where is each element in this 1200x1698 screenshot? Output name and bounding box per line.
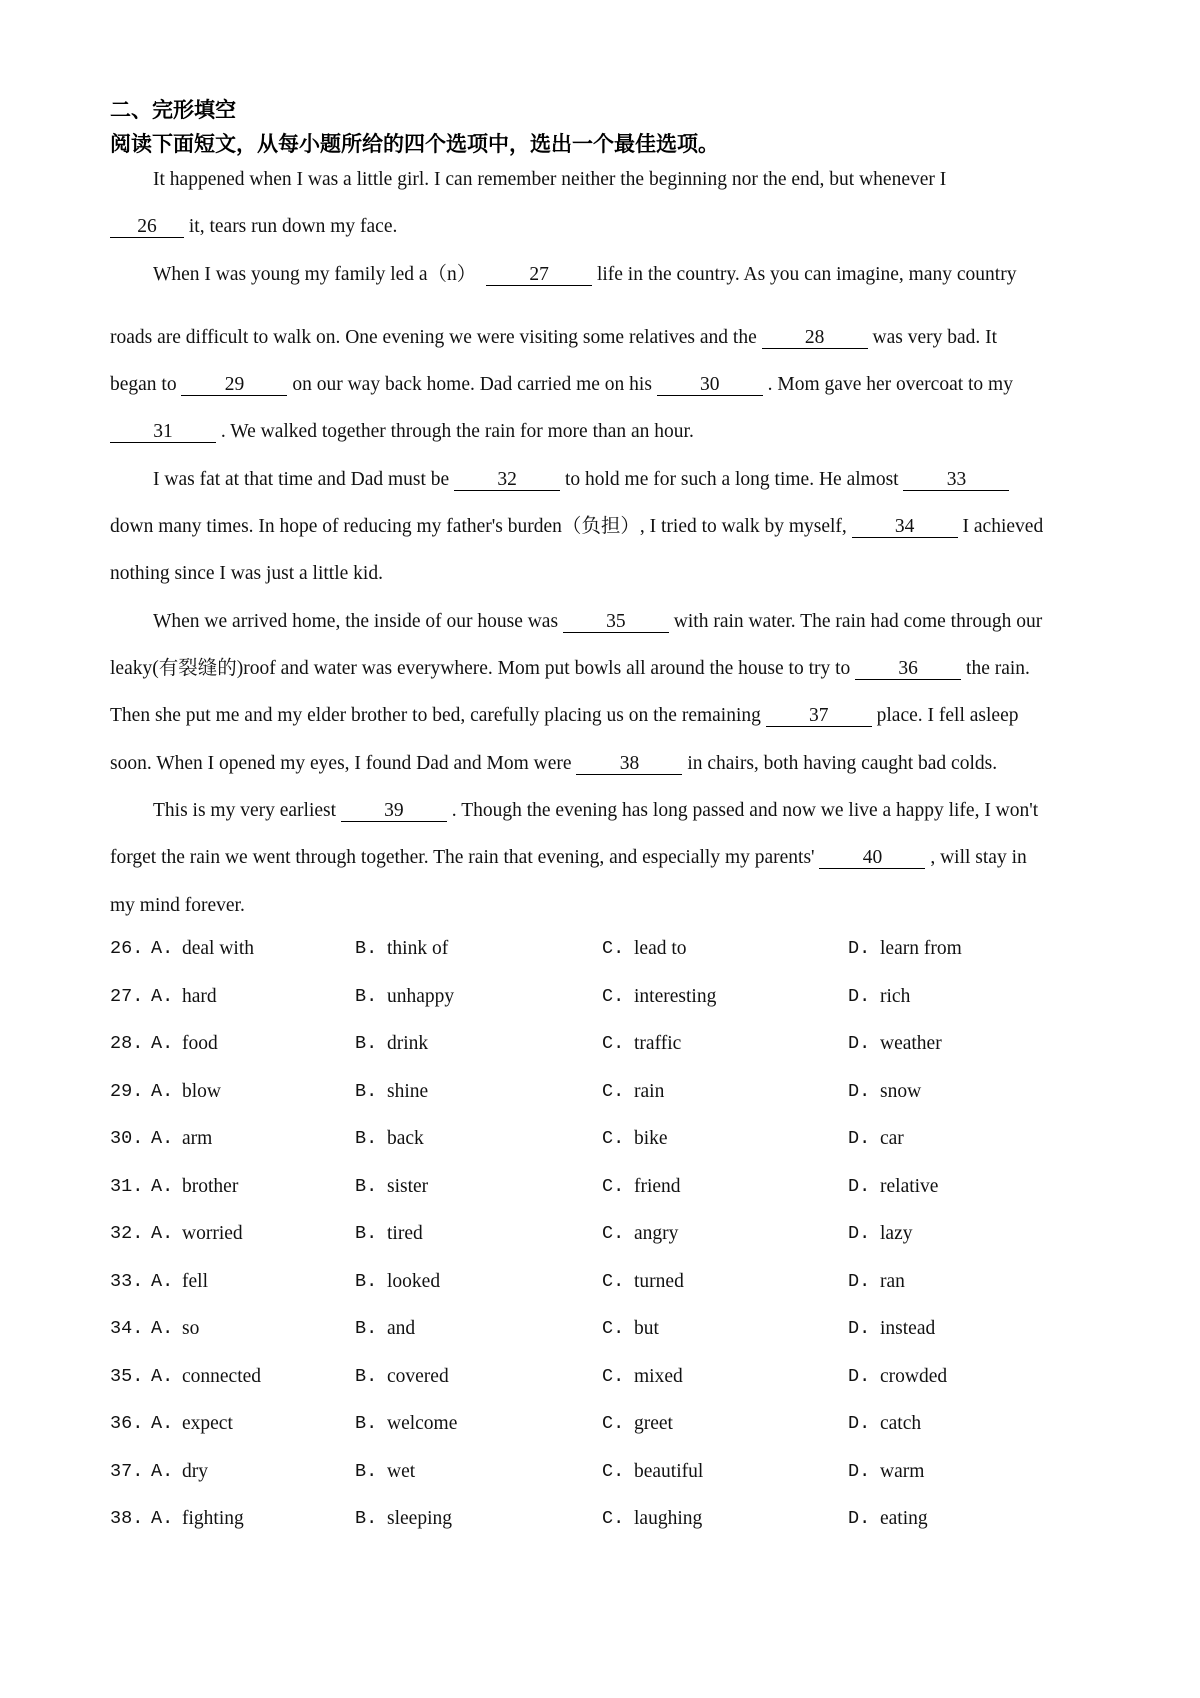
blank-35: 35 [563, 612, 669, 633]
option-letter-c: C. [602, 1318, 625, 1339]
passage-line: When I was young my family led a（n） 27 life in the country. As you can imagine, many country [153, 264, 1017, 285]
option-row [110, 1223, 1110, 1271]
passage-line: When we arrived home, the inside of our house was 35 with rain water. The rain had come through our [153, 611, 1043, 632]
option-letter-d: D. [848, 1318, 871, 1339]
option-letter-d: D. [848, 1080, 871, 1102]
option-letter-d: D. [848, 1460, 871, 1482]
option-letter-b: B. [355, 1033, 378, 1054]
option-letter-c: C. [602, 1508, 625, 1529]
option-b: shine [387, 1080, 429, 1102]
option-d: snow [880, 1080, 922, 1102]
option-a: food [182, 1033, 218, 1054]
blank-34: 34 [852, 517, 958, 538]
option-c: bike [634, 1128, 668, 1149]
option-b: and [387, 1318, 416, 1339]
option-b: welcome [387, 1413, 458, 1434]
option-letter-d: D. [848, 1508, 871, 1529]
blank-36: 36 [855, 659, 961, 680]
option-letter-a: A. [151, 1033, 174, 1054]
option-row [110, 1508, 1110, 1556]
option-letter-a: A. [151, 1460, 174, 1482]
option-b: unhappy [387, 985, 455, 1007]
option-c: but [634, 1318, 659, 1339]
option-letter-c: C. [602, 1033, 625, 1054]
question-number: 32. [110, 1223, 144, 1244]
question-number: 38. [110, 1508, 144, 1529]
option-letter-b: B. [355, 1365, 378, 1387]
option-letter-d: D. [848, 1270, 871, 1292]
option-letter-d: D. [848, 985, 871, 1007]
option-letter-a: A. [151, 1175, 174, 1197]
option-letter-a: A. [151, 1270, 174, 1292]
blank-32: 32 [454, 470, 560, 491]
blank-40: 40 [819, 848, 925, 869]
blank-37: 37 [766, 706, 872, 727]
option-c: greet [634, 1413, 673, 1434]
option-letter-b: B. [355, 938, 378, 959]
question-number: 28. [110, 1033, 144, 1054]
option-letter-b: B. [355, 1318, 378, 1339]
passage-line: I was fat at that time and Dad must be 32 to hold me for such a long time. He almost 33 [153, 470, 1009, 491]
option-a: worried [182, 1223, 243, 1244]
option-b: covered [387, 1365, 449, 1387]
option-d: relative [880, 1175, 939, 1197]
option-row [110, 1176, 1110, 1224]
question-number: 29. [110, 1080, 144, 1102]
option-letter-c: C. [602, 1223, 625, 1244]
option-letter-a: A. [151, 938, 174, 959]
option-d: catch [880, 1413, 922, 1434]
option-letter-a: A. [151, 1223, 174, 1244]
option-b: looked [387, 1270, 441, 1292]
option-letter-a: A. [151, 1128, 174, 1149]
option-c: lead to [634, 938, 687, 959]
option-b: tired [387, 1223, 423, 1244]
question-number: 34. [110, 1318, 144, 1339]
option-row [110, 1128, 1110, 1176]
option-b: sister [387, 1175, 429, 1197]
option-d: car [880, 1128, 904, 1149]
option-row [110, 1461, 1110, 1509]
option-letter-d: D. [848, 938, 871, 959]
option-c: turned [634, 1270, 684, 1292]
option-letter-c: C. [602, 938, 625, 959]
option-letter-c: C. [602, 1080, 625, 1102]
passage-line: began to 29 on our way back home. Dad carried me on his 30 . Mom gave her overcoat to my [110, 374, 1013, 395]
passage-line: 26 it, tears run down my face. [110, 217, 397, 238]
passage-line: roads are difficult to walk on. One evening we were visiting some relatives and the 28 was very bad. It [110, 327, 998, 348]
option-d: lazy [880, 1223, 913, 1244]
blank-30: 30 [657, 375, 763, 396]
option-c: laughing [634, 1508, 703, 1529]
option-letter-b: B. [355, 1175, 378, 1197]
passage-line: nothing since I was just a little kid. [110, 563, 383, 584]
option-c: rain [634, 1080, 665, 1102]
passage-line: leaky(有裂缝的)roof and water was everywhere. Mom put bowls all around the house to try to 36 the rain. [110, 658, 1030, 679]
option-letter-b: B. [355, 1128, 378, 1149]
option-letter-a: A. [151, 1318, 174, 1339]
option-letter-c: C. [602, 1413, 625, 1434]
option-c: friend [634, 1175, 681, 1197]
option-d: weather [880, 1033, 942, 1054]
option-a: hard [182, 985, 217, 1007]
option-b: back [387, 1128, 424, 1149]
option-letter-d: D. [848, 1223, 871, 1244]
option-a: expect [182, 1413, 233, 1434]
option-b: think of [387, 938, 449, 959]
option-a: so [182, 1318, 200, 1339]
question-number: 26. [110, 938, 144, 959]
option-row [110, 1033, 1110, 1081]
option-a: dry [182, 1460, 208, 1482]
question-number: 35. [110, 1365, 144, 1387]
option-letter-c: C. [602, 985, 625, 1007]
question-number: 30. [110, 1128, 144, 1149]
option-letter-d: D. [848, 1365, 871, 1387]
option-b: drink [387, 1033, 429, 1054]
option-c: beautiful [634, 1460, 704, 1482]
option-d: instead [880, 1318, 936, 1339]
passage-line: forget the rain we went through together. The rain that evening, and especially my parents' 40 , will stay in [110, 847, 1027, 868]
option-c: angry [634, 1223, 679, 1244]
option-row [110, 1366, 1110, 1414]
blank-26: 26 [110, 217, 184, 238]
option-a: blow [182, 1080, 221, 1102]
question-number: 33. [110, 1270, 144, 1292]
option-letter-a: A. [151, 1413, 174, 1434]
passage-line: It happened when I was a little girl. I can remember neither the beginning nor the end, but whenever I [153, 169, 947, 190]
option-a: fighting [182, 1508, 244, 1529]
passage-line: down many times. In hope of reducing my father's burden（负担）, I tried to walk by myself, 34 I achieved [110, 516, 1044, 537]
option-letter-a: A. [151, 985, 174, 1007]
option-a: arm [182, 1128, 213, 1149]
instructions: 阅读下面短文，从每小题所给的四个选项中，选出一个最佳选项。 [110, 132, 719, 156]
option-letter-a: A. [151, 1080, 174, 1102]
option-a: deal with [182, 938, 255, 959]
option-row [110, 1413, 1110, 1461]
option-d: learn from [880, 938, 962, 959]
blank-38: 38 [576, 754, 682, 775]
option-a: connected [182, 1365, 262, 1387]
option-letter-c: C. [602, 1128, 625, 1149]
blank-31: 31 [110, 422, 216, 443]
option-c: mixed [634, 1365, 683, 1387]
passage-line: This is my very earliest 39 . Though the evening has long passed and now we live a happy life, I won't [153, 800, 1039, 821]
option-c: interesting [634, 985, 717, 1007]
option-letter-d: D. [848, 1033, 871, 1054]
option-row [110, 1081, 1110, 1129]
option-letter-b: B. [355, 1460, 378, 1482]
passage-line: my mind forever. [110, 895, 245, 916]
option-letter-b: B. [355, 1223, 378, 1244]
blank-33: 33 [903, 470, 1009, 491]
section-title: 二、完形填空 [110, 98, 236, 122]
option-row [110, 938, 1110, 986]
passage-line: soon. When I opened my eyes, I found Dad and Mom were 38 in chairs, both having caught bad colds. [110, 753, 998, 774]
option-c: traffic [634, 1033, 682, 1054]
option-d: warm [880, 1460, 925, 1482]
blank-29: 29 [181, 375, 287, 396]
question-number: 37. [110, 1460, 144, 1482]
option-b: wet [387, 1460, 416, 1482]
option-a: brother [182, 1175, 239, 1197]
option-letter-b: B. [355, 1080, 378, 1102]
blank-39: 39 [341, 801, 447, 822]
question-number: 31. [110, 1175, 144, 1197]
option-letter-b: B. [355, 1413, 378, 1434]
option-d: ran [880, 1270, 905, 1292]
option-b: sleeping [387, 1508, 452, 1529]
passage-line: Then she put me and my elder brother to bed, carefully placing us on the remaining 37 place. I fell asleep [110, 705, 1019, 726]
option-letter-c: C. [602, 1175, 625, 1197]
option-letter-d: D. [848, 1413, 871, 1434]
question-number: 36. [110, 1413, 144, 1434]
option-letter-c: C. [602, 1270, 625, 1292]
option-d: eating [880, 1508, 928, 1529]
option-letter-a: A. [151, 1365, 174, 1387]
option-a: fell [182, 1270, 208, 1292]
option-letter-c: C. [602, 1460, 625, 1482]
option-row [110, 1271, 1110, 1319]
option-letter-b: B. [355, 985, 378, 1007]
option-letter-d: D. [848, 1175, 871, 1197]
options-list [110, 938, 1110, 1556]
question-number: 27. [110, 985, 144, 1007]
blank-28: 28 [762, 328, 868, 349]
option-letter-a: A. [151, 1508, 174, 1529]
option-row [110, 1318, 1110, 1366]
option-letter-b: B. [355, 1270, 378, 1292]
option-d: rich [880, 985, 911, 1007]
option-letter-b: B. [355, 1508, 378, 1529]
option-letter-c: C. [602, 1365, 625, 1387]
option-row [110, 986, 1110, 1034]
option-d: crowded [880, 1365, 948, 1387]
option-letter-d: D. [848, 1128, 871, 1149]
passage-line: 31 . We walked together through the rain for more than an hour. [110, 422, 694, 443]
blank-27: 27 [486, 265, 592, 286]
